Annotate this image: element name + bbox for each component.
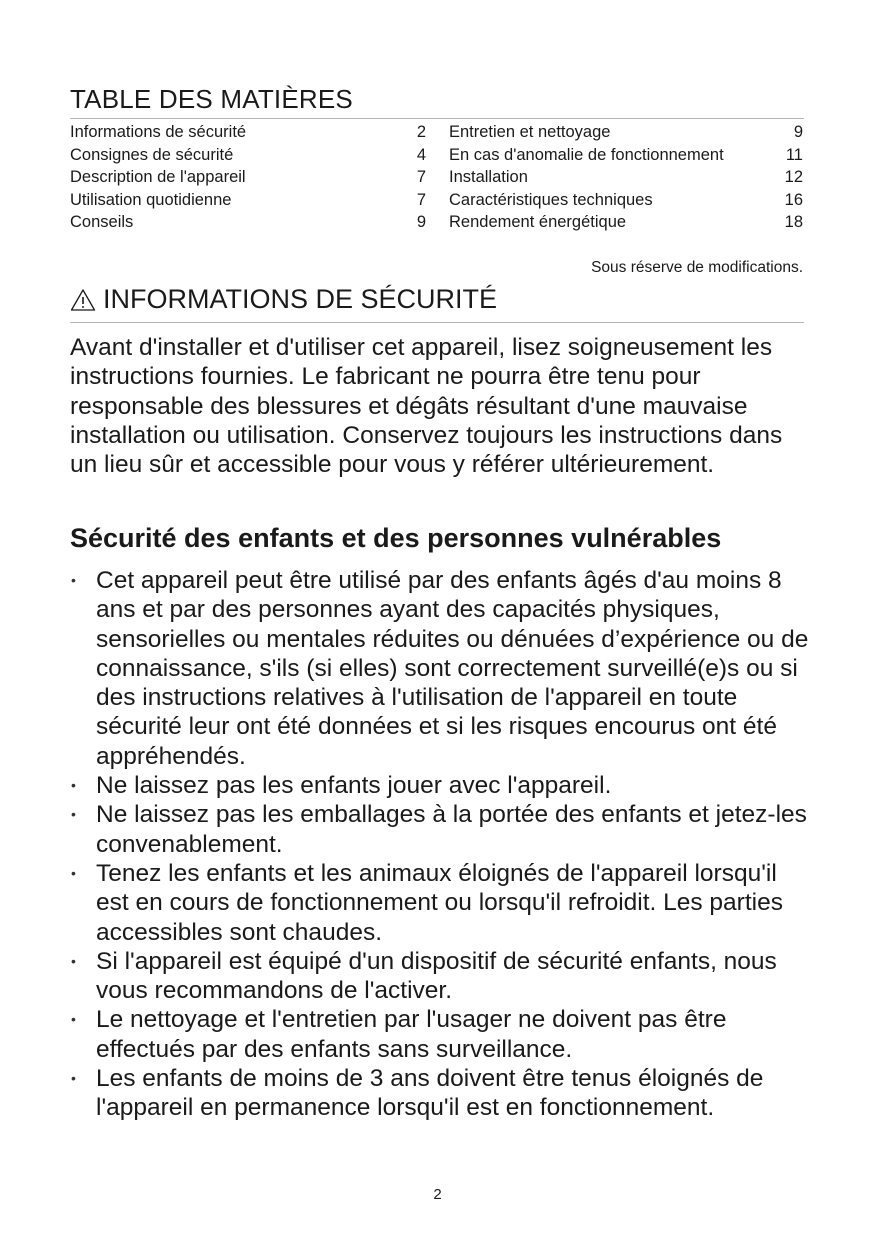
toc-entry-label: Informations de sécurité <box>70 123 247 141</box>
toc-title: TABLE DES MATIÈRES <box>70 84 353 114</box>
toc-entry-label: Description de l'appareil <box>70 168 246 186</box>
toc-entry[interactable] <box>449 166 803 189</box>
toc-entry-label: Conseils <box>70 213 134 231</box>
toc-entry-page: 9 <box>793 123 803 141</box>
toc-entry[interactable] <box>449 189 803 212</box>
toc-entry-label: Entretien et nettoyage <box>449 123 611 141</box>
toc-entry-page: 16 <box>784 190 803 209</box>
toc-entry-page: 7 <box>416 190 426 209</box>
warning-triangle-icon <box>70 288 96 312</box>
toc-entry-label: Consignes de sécurité <box>70 145 234 164</box>
list-item: • Si l'appareil est équipé d'un dispositif de sécurité enfants, nous vous recommandons de l'activer. <box>70 947 810 1006</box>
toc-entry-page: 18 <box>784 213 803 231</box>
children-safety-heading: Sécurité des enfants et des personnes vulnérables <box>70 523 722 553</box>
children-safety-list <box>70 566 810 1123</box>
safety-section-divider <box>70 322 804 323</box>
list-item: • Cet appareil peut être utilisé par des enfants âgés d'au moins 8 ans et par des personnes ayant des capacités physiques, sensorielles ou mentales réduites ou dénuées d’expérience ou de connaissance, s'ils (si elles) sont correctement surveillé(e)s ou si des instructions relatives à l'utilisation de l'appareil en toute sécurité leur ont été données et si les risques encourus ont été appréhendés. <box>70 566 810 771</box>
toc-entry-page: 11 <box>785 145 803 164</box>
list-item: • Le nettoyage et l'entretien par l'usager ne doivent pas être effectués par des enfants sans surveillance. <box>70 1005 810 1064</box>
toc-entry-label: En cas d'anomalie de fonctionnement <box>449 145 724 164</box>
toc-entry[interactable] <box>70 166 426 189</box>
safety-section-title <box>70 284 497 315</box>
safety-section-title-text: INFORMATIONS DE SÉCURITÉ <box>103 284 498 314</box>
page-number: 2 <box>433 1186 442 1203</box>
safety-intro-paragraph: Avant d'installer et d'utiliser cet appareil, lisez soigneusement les instructions fournies. Le fabricant ne pourra être tenu pour responsable des blessures et dégâts résultant d'une mauvaise installation ou utilisation. Conservez toujours les instructions dans un lieu sûr et accessible pour vous y référer ultérieurement. <box>70 334 783 479</box>
toc-entry[interactable] <box>449 144 803 167</box>
subject-to-change-note: Sous réserve de modifications. <box>591 259 803 276</box>
toc-right-column <box>449 121 803 234</box>
list-item: • Ne laissez pas les enfants jouer avec l'appareil. <box>70 771 810 800</box>
toc-entry[interactable] <box>70 189 426 212</box>
toc-entry[interactable] <box>70 144 426 167</box>
toc-entry-label: Installation <box>449 168 528 186</box>
toc-divider <box>70 118 804 119</box>
toc-left-column <box>70 121 426 234</box>
list-item: • Les enfants de moins de 3 ans doivent être tenus éloignés de l'appareil en permanence lorsqu'il est en fonctionnement. <box>70 1064 810 1123</box>
list-item: • Tenez les enfants et les animaux éloignés de l'appareil lorsqu'il est en cours de fonctionnement ou lorsqu'il refroidit. Les parties accessibles sont chaudes. <box>70 859 810 947</box>
toc-entry-page: 7 <box>416 168 426 186</box>
toc-entry-page: 12 <box>784 168 803 186</box>
toc-entry-page: 4 <box>416 145 426 164</box>
toc-entry-page: 2 <box>416 123 426 141</box>
toc-entry[interactable] <box>449 121 803 144</box>
list-item: • Ne laissez pas les emballages à la portée des enfants et jetez-les convenablement. <box>70 800 810 859</box>
toc-entry[interactable] <box>70 121 426 144</box>
toc-entry[interactable] <box>449 211 803 234</box>
toc-entry[interactable] <box>70 211 426 234</box>
toc-entry-label: Utilisation quotidienne <box>70 190 232 209</box>
toc-entry-page: 9 <box>416 213 426 231</box>
toc-entry-label: Caractéristiques techniques <box>449 190 653 209</box>
toc-entry-label: Rendement énergétique <box>449 213 627 231</box>
